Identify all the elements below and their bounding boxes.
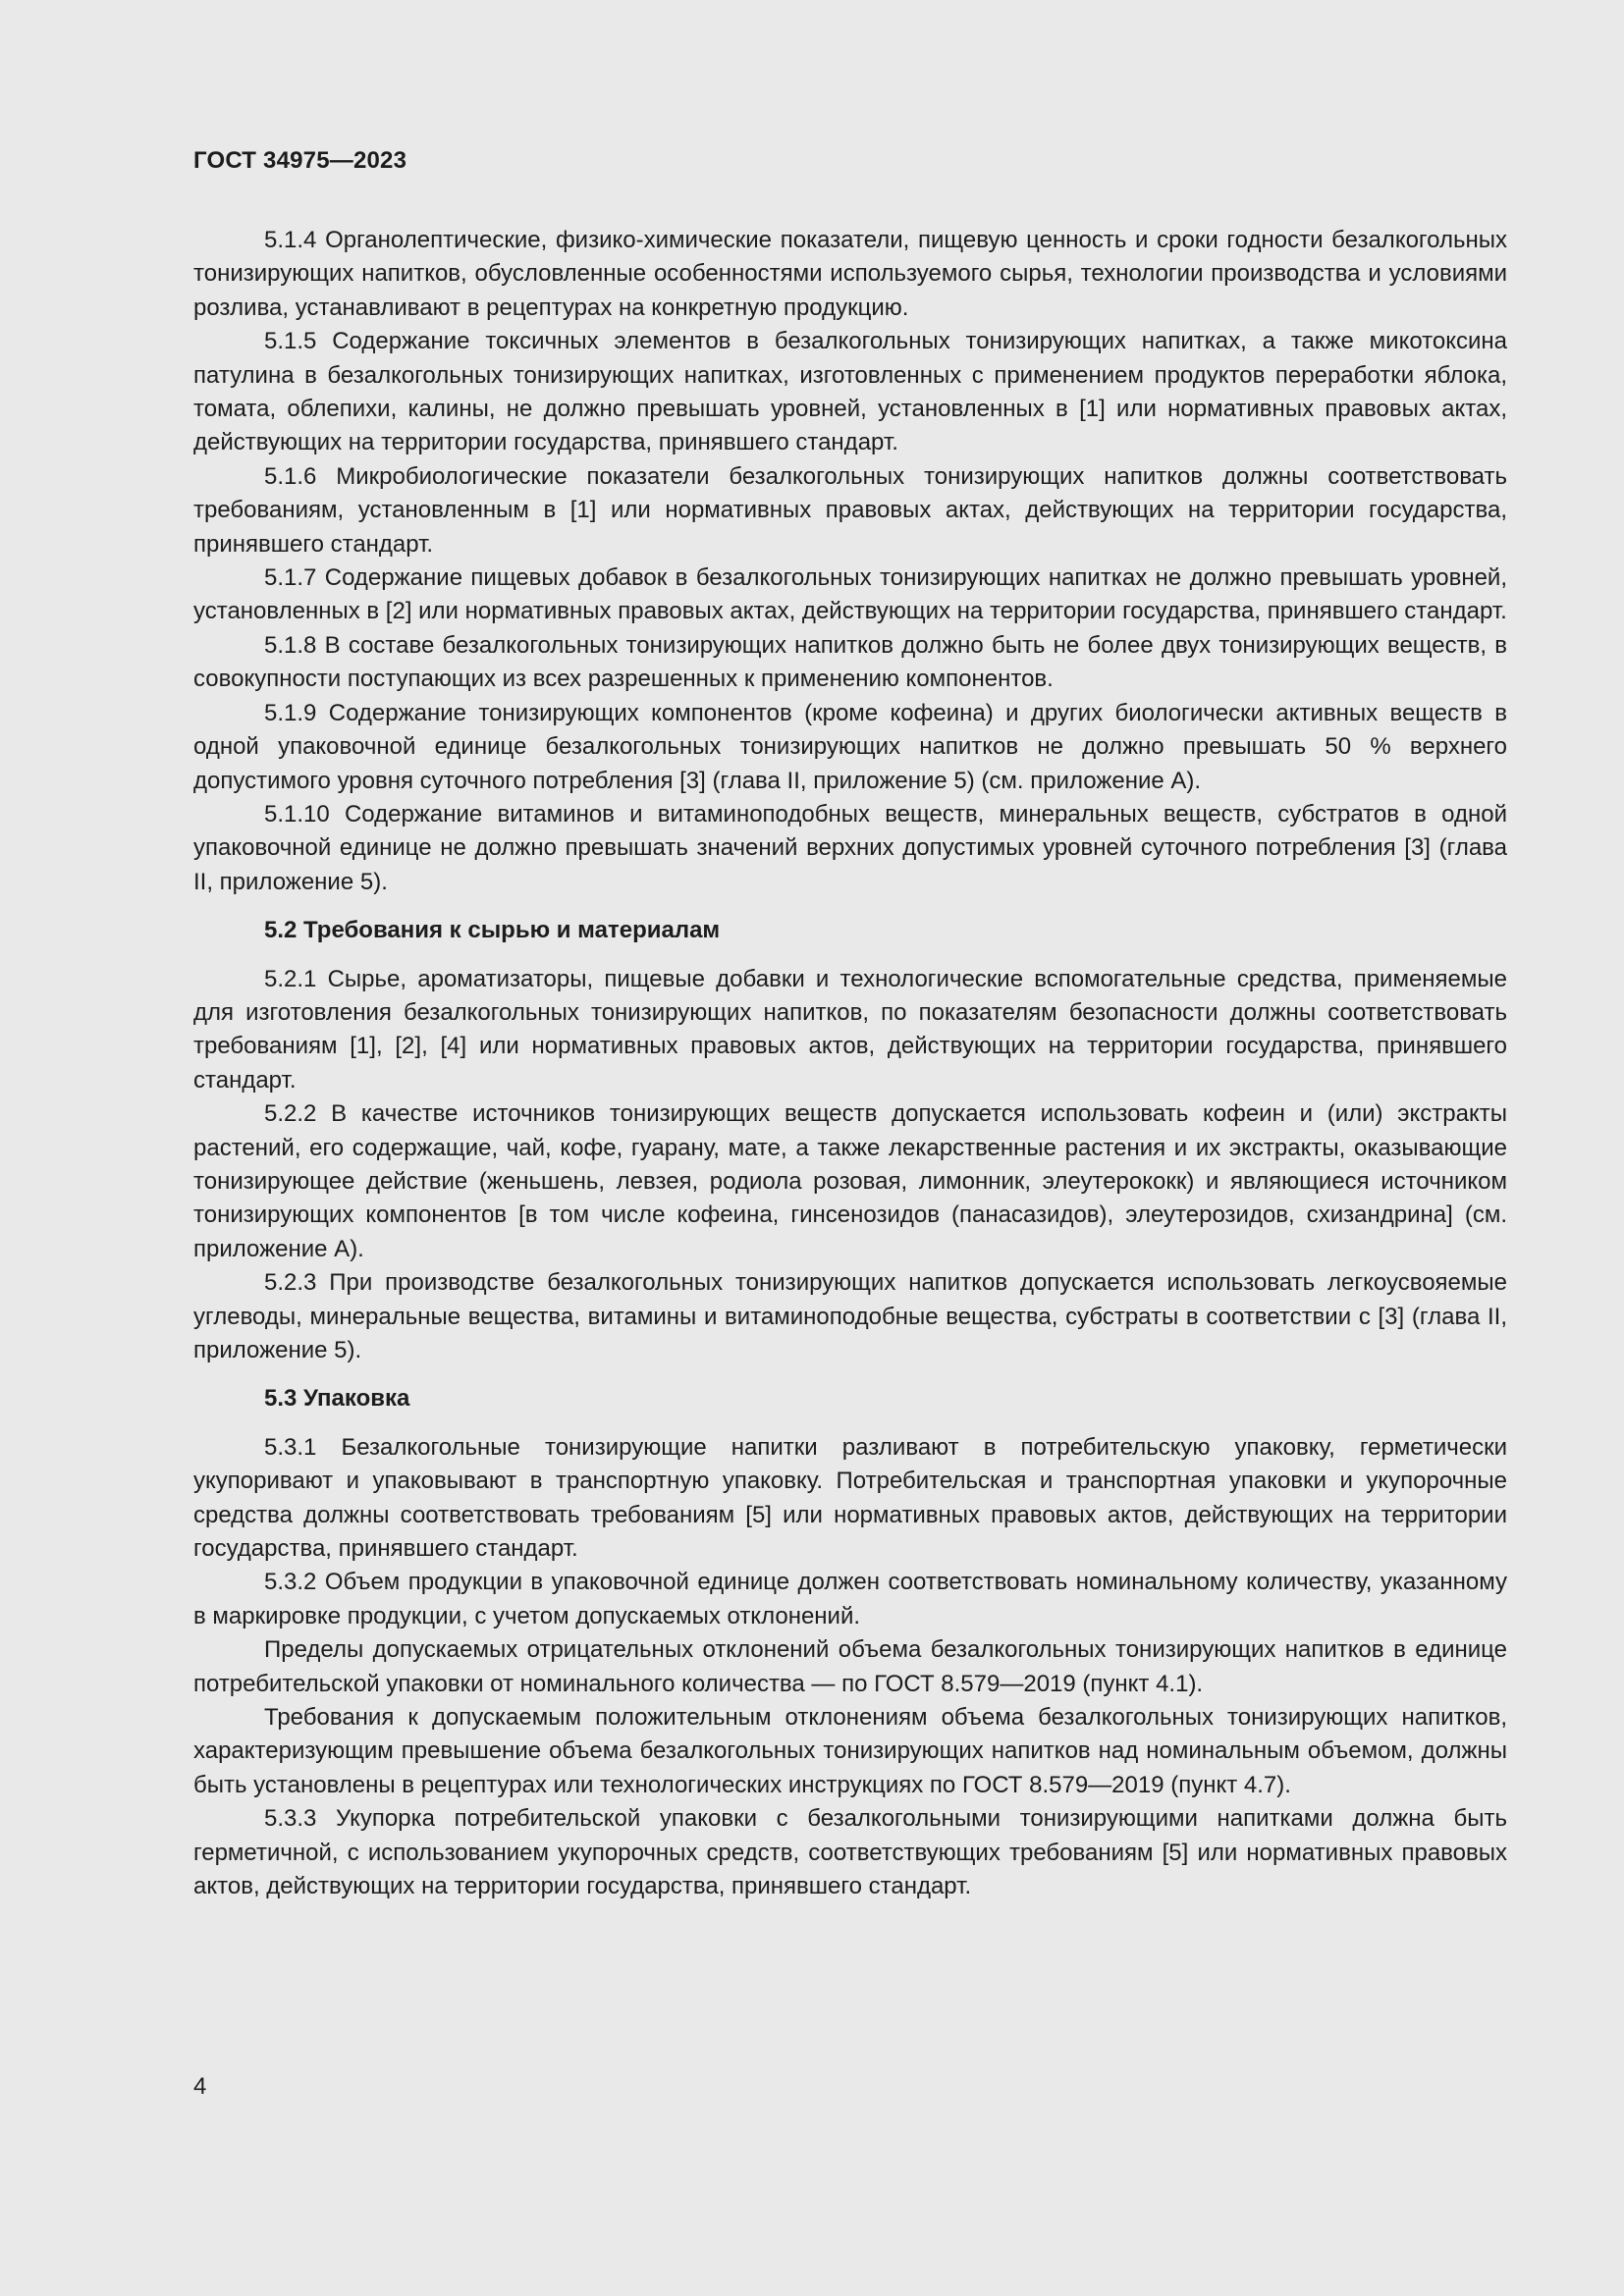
paragraph-5-2-1: 5.2.1 Сырье, ароматизаторы, пищевые добавки и технологические вспомогательные средства, применяемые для изготовления безалкогольных тонизирующих напитков, по показателям безопасности должны соответствовать требованиям [1], [2], [4] или нормативных правовых актов, действующих на территории государства, принявшего стандарт. — [193, 965, 1507, 1094]
paragraph-5-1-9: 5.1.9 Содержание тонизирующих компонентов (кроме кофеина) и других биологически активных веществ в одной упаковочной единице безалкогольных тонизирующих напитков не должно превышать 50 % верхнего допустимого уровня суточного потребления [3] (глава II, приложение 5) (см. приложение А). — [193, 699, 1507, 794]
paragraph-positive-deviations: Требования к допускаемым положительным отклонениям объема безалкогольных тонизирующих напитков, характеризующим превышение объема безалкогольных тонизирующих напитков над номинальным объемом, должны быть установлены в рецептурах или технологических инструкциях по ГОСТ 8.579—2019 (пункт 4.7). — [193, 1704, 1507, 1798]
paragraph-5-1-10: 5.1.10 Содержание витаминов и витаминоподобных веществ, минеральных веществ, субстратов в одной упаковочной единице не должно превышать значений верхних допустимых уровней суточного потребления [3] (глава II, приложение 5). — [193, 800, 1507, 895]
paragraph-5-2-3: 5.2.3 При производстве безалкогольных тонизирующих напитков допускается использовать легкоусвояемые углеводы, минеральные вещества, витамины и витаминоподобные вещества, субстраты в соответствии с [3] (глава II, приложение 5). — [193, 1269, 1507, 1363]
paragraph-5-1-5: 5.1.5 Содержание токсичных элементов в безалкогольных тонизирующих напитках, а также микотоксина патулина в безалкогольных тонизирующих напитках, изготовленных с применением продуктов переработки яблока, томата, облепихи, калины, не должно превышать уровней, установленных в [1] или нормативных правовых актах, действующих на территории государства, принявшего стандарт. — [193, 328, 1507, 456]
paragraph-5-3-1: 5.3.1 Безалкогольные тонизирующие напитки разливают в потребительскую упаковку, герметически укупоривают и упаковывают в транспортную упаковку. Потребительская и транспортная упаковки и укупорочные средства должны соответствовать требованиям [5] или нормативных правовых актов, действующих на территории государства, принявшего стандарт. — [193, 1433, 1507, 1563]
section-heading-5-3: 5.3 Упаковка — [264, 1385, 410, 1413]
paragraph-negative-deviations: Пределы допускаемых отрицательных отклонений объема безалкогольных тонизирующих напитков в единице потребительской упаковки от номинального количества — по ГОСТ 8.579—2019 (пункт 4.1). — [193, 1636, 1507, 1697]
paragraph-5-2-2: 5.2.2 В качестве источников тонизирующих веществ допускается использовать кофеин и (или) экстракты растений, его содержащие, чай, кофе, гуарану, мате, а также лекарственные растения и их экстракты, оказывающие тонизирующее действие (женьшень, левзея, родиола розовая, лимонник, элеутерококк) и являющиеся источником тонизирующих компонентов [в том числе кофеина, гинсенозидов (панасазидов), элеутерозидов, схизандрина] (см. приложение А). — [193, 1100, 1507, 1262]
section-heading-5-2: 5.2 Требования к сырью и материалам — [264, 917, 721, 944]
paragraph-5-1-4: 5.1.4 Органолептические, физико-химические показатели, пищевую ценность и сроки годности безалкогольных тонизирующих напитков, обусловленные особенностями используемого сырья, технологии производства и условиями розлива, устанавливают в рецептурах на конкретную продукцию. — [193, 227, 1507, 321]
page-number: 4 — [193, 2073, 207, 2100]
paragraph-5-3-3: 5.3.3 Укупорка потребительской упаковки с безалкогольными тонизирующими напитками должна быть герметичной, с использованием укупорочных средств, соответствующих требованиям [5] или нормативных правовых актов, действующих на территории государства, принявшего стандарт. — [193, 1805, 1507, 1900]
document-body — [193, 224, 1507, 1904]
paragraph-5-1-8: 5.1.8 В составе безалкогольных тонизирующих напитков должно быть не более двух тонизирующих веществ, в совокупности поступающих из всех разрешенных к применению компонентов. — [193, 631, 1507, 693]
paragraph-5-3-2: 5.3.2 Объем продукции в упаковочной единице должен соответствовать номинальному количеству, указанному в маркировке продукции, с учетом допускаемых отклонений. — [193, 1569, 1507, 1629]
paragraph-5-1-6: 5.1.6 Микробиологические показатели безалкогольных тонизирующих напитков должны соответствовать требованиям, установленным в [1] или нормативных правовых актах, действующих на территории государства, принявшего стандарт. — [193, 462, 1507, 558]
paragraph-5-1-7: 5.1.7 Содержание пищевых добавок в безалкогольных тонизирующих напитках не должно превышать уровней, установленных в [2] или нормативных правовых актах, действующих на территории государства, принявшего стандарт. — [193, 564, 1507, 625]
document-header: ГОСТ 34975—2023 — [193, 147, 407, 174]
